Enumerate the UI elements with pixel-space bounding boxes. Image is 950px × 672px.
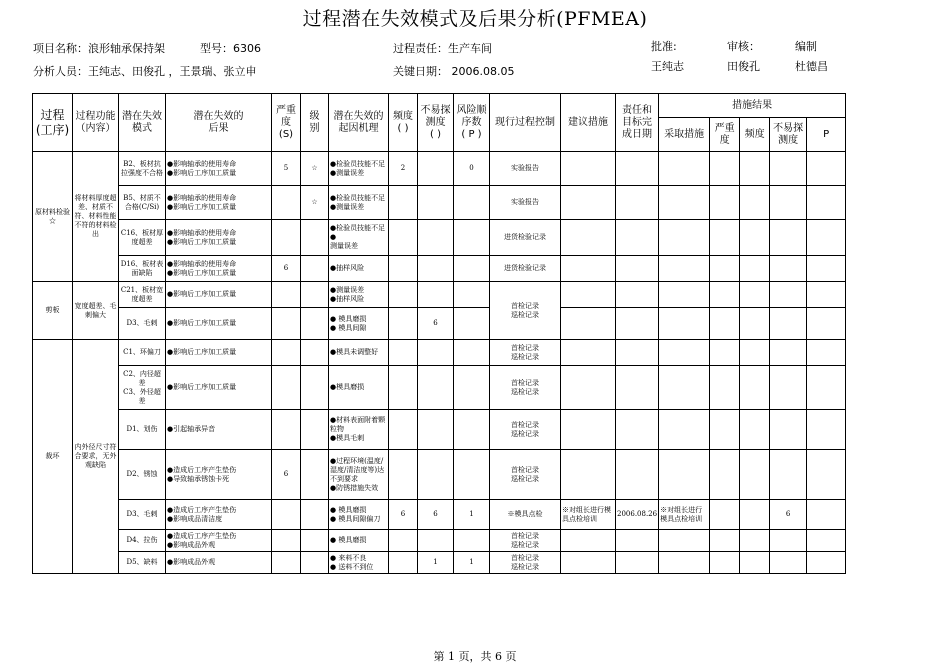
occurrence-cell (389, 340, 418, 366)
class-cell (301, 500, 329, 530)
effect-cell: ●引起轴承异音 (166, 410, 272, 450)
header-function: 过程功能 （内容） (73, 94, 119, 152)
severity-cell: 6 (272, 450, 301, 500)
responsibility-cell (616, 282, 659, 308)
action-taken-cell (659, 282, 710, 308)
occurrence-cell (389, 186, 418, 220)
result-rpn-cell (807, 410, 846, 450)
effect-cell: ●造成后工序产生垫伤 ●导致轴承锈蚀卡死 (166, 450, 272, 500)
result-rpn-cell (807, 220, 846, 256)
severity-cell: 5 (272, 152, 301, 186)
result-occurrence-cell (740, 340, 770, 366)
effect-cell: ●影响轴承的使用寿命 ●影响后工序加工质量 (166, 152, 272, 186)
effect-cell: ●影响后工序加工质量 (166, 308, 272, 340)
result-severity-cell (710, 308, 740, 340)
responsibility-cell (616, 220, 659, 256)
compile-label: 编制 (795, 40, 817, 53)
result-occurrence-cell (740, 152, 770, 186)
cause-cell: ●抽样风险 (329, 256, 389, 282)
recommended-cell (561, 410, 616, 450)
action-taken-cell (659, 410, 710, 450)
cause-cell: ●检验员技能不足 ●测量误差 (329, 152, 389, 186)
occurrence-cell: 2 (389, 152, 418, 186)
recommended-cell (561, 186, 616, 220)
effect-cell: ●影响后工序加工质量 (166, 340, 272, 366)
result-occurrence-cell (740, 366, 770, 410)
cause-cell: ●模具磨损 (329, 366, 389, 410)
table-row (33, 256, 846, 282)
cause-cell: ● 模具磨损 ● 模具间隙 (329, 308, 389, 340)
action-taken-cell (659, 308, 710, 340)
responsibility-cell (616, 366, 659, 410)
severity-cell (272, 366, 301, 410)
header-detection: 不易探 测度 ( ) (418, 94, 454, 152)
result-rpn-cell (807, 256, 846, 282)
cause-cell: ●过程环境(温度/湿度/清洁度等)达不到要求 ●防锈措施失效 (329, 450, 389, 500)
class-cell (301, 366, 329, 410)
failure-mode-cell: C21、板材宽度超差 (119, 282, 166, 308)
result-severity-cell (710, 500, 740, 530)
recommended-cell (561, 552, 616, 574)
cause-cell: ●测量误差 ●抽样风险 (329, 282, 389, 308)
effect-cell: ●影响轴承的使用寿命 ●影响后工序加工质量 (166, 256, 272, 282)
table-row (33, 282, 846, 308)
control-cell: 首检记录 巡检记录 (490, 340, 561, 366)
control-cell: 首检记录 巡检记录 (490, 530, 561, 552)
result-detection-cell (770, 450, 807, 500)
class-cell (301, 220, 329, 256)
class-cell (301, 256, 329, 282)
result-occurrence-cell (740, 186, 770, 220)
recommended-cell (561, 152, 616, 186)
failure-mode-cell: C1、环偏刀 (119, 340, 166, 366)
function-cell: 宽度超差、毛刺偏大 (73, 282, 119, 340)
action-taken-cell (659, 552, 710, 574)
cause-cell: ●检验员技能不足 ●测量误差 (329, 186, 389, 220)
effect-cell: ●影响后工序加工质量 (166, 282, 272, 308)
result-occurrence-cell (740, 308, 770, 340)
header-process: 过程 (工序) (33, 94, 73, 152)
header-effect: 潜在失效的 后果 (166, 94, 272, 152)
severity-cell (272, 282, 301, 308)
class-cell (301, 450, 329, 500)
severity-cell (272, 340, 301, 366)
severity-cell (272, 500, 301, 530)
result-rpn-cell (807, 450, 846, 500)
detection-cell (418, 340, 454, 366)
rpn-cell (454, 340, 490, 366)
header-action-taken: 采取措施 (659, 118, 710, 152)
severity-cell (272, 530, 301, 552)
result-rpn-cell (807, 186, 846, 220)
header-severity: 严重 度 (S) (272, 94, 301, 152)
control-cell: 首检记录 巡检记录 (490, 366, 561, 410)
responsibility-cell (616, 340, 659, 366)
control-cell: 实验报告 (490, 186, 561, 220)
detection-cell: 6 (418, 500, 454, 530)
occurrence-cell (389, 552, 418, 574)
result-detection-cell (770, 552, 807, 574)
control-cell: 首检记录 巡检记录 (490, 410, 561, 450)
failure-mode-cell: C2、内径超差 C3、外径超差 (119, 366, 166, 410)
approve-label: 批准: (651, 40, 677, 53)
header-class: 级 别 (301, 94, 329, 152)
result-detection-cell (770, 366, 807, 410)
severity-cell (272, 308, 301, 340)
occurrence-cell (389, 450, 418, 500)
control-cell: 进货检验记录 (490, 220, 561, 256)
action-taken-cell (659, 340, 710, 366)
failure-mode-cell: C16、板材厚度超差 (119, 220, 166, 256)
function-cell: 内外径尺寸符合要求，无外观缺陷 (73, 340, 119, 574)
detection-cell: 6 (418, 308, 454, 340)
class-cell (301, 282, 329, 308)
failure-mode-cell: D3、毛刺 (119, 500, 166, 530)
approve-name: 王纯志 (651, 60, 684, 73)
cause-cell: ● 模具磨损 ● 模具间隙偏刀 (329, 500, 389, 530)
result-rpn-cell (807, 340, 846, 366)
header-results: 措施结果 (659, 94, 846, 118)
responsibility-cell (616, 450, 659, 500)
result-severity-cell (710, 282, 740, 308)
table-row (33, 410, 846, 450)
cause-cell: ● 来料不良 ● 送料不到位 (329, 552, 389, 574)
detection-cell: 1 (418, 552, 454, 574)
result-severity-cell (710, 530, 740, 552)
responsibility-cell (616, 530, 659, 552)
responsibility-cell (616, 152, 659, 186)
action-taken-cell (659, 256, 710, 282)
action-taken-cell: ※对组长进行模具点检培训 (659, 500, 710, 530)
cause-cell: ●检验员技能不足 ● 测量误差 (329, 220, 389, 256)
responsibility-cell (616, 552, 659, 574)
result-rpn-cell (807, 500, 846, 530)
process-cell: 原材料检验☆ (33, 152, 73, 282)
recommended-cell (561, 308, 616, 340)
detection-cell (418, 450, 454, 500)
effect-cell: ●造成后工序产生垫伤 ●影响成品外观 (166, 530, 272, 552)
result-severity-cell (710, 340, 740, 366)
severity-cell (272, 410, 301, 450)
table-row (33, 530, 846, 552)
process-cell: 裁坏 (33, 340, 73, 574)
effect-cell: ●影响轴承的使用寿命 ●影响后工序加工质量 (166, 186, 272, 220)
result-severity-cell (710, 186, 740, 220)
occurrence-cell (389, 410, 418, 450)
table-row (33, 552, 846, 574)
table-row (33, 366, 846, 410)
result-severity-cell (710, 552, 740, 574)
project-name: 项目名称：浪形轴承保持架 (33, 42, 165, 55)
result-occurrence-cell (740, 530, 770, 552)
cause-cell: ● 模具磨损 (329, 530, 389, 552)
recommended-cell (561, 450, 616, 500)
severity-cell (272, 552, 301, 574)
result-severity-cell (710, 152, 740, 186)
occurrence-cell (389, 308, 418, 340)
result-rpn-cell (807, 552, 846, 574)
result-occurrence-cell (740, 282, 770, 308)
table-row (33, 450, 846, 500)
cause-cell: ●模具未调整好 (329, 340, 389, 366)
control-cell: 首检记录 巡检记录 (490, 282, 561, 340)
page-footer: 第 1 页，共 6 页 (433, 650, 517, 663)
detection-cell (418, 186, 454, 220)
failure-mode-cell: B2、板材抗拉强度不合格 (119, 152, 166, 186)
result-rpn-cell (807, 308, 846, 340)
result-detection-cell (770, 152, 807, 186)
detection-cell (418, 530, 454, 552)
detection-cell (418, 410, 454, 450)
failure-mode-cell: B5、材质不合格(C/Si) (119, 186, 166, 220)
table-row (33, 152, 846, 186)
control-cell: 首检记录 巡检记录 (490, 450, 561, 500)
rpn-cell (454, 282, 490, 308)
table-row (33, 186, 846, 220)
action-taken-cell (659, 450, 710, 500)
result-rpn-cell (807, 282, 846, 308)
failure-mode-cell: D5、缺料 (119, 552, 166, 574)
result-detection-cell (770, 340, 807, 366)
analysts: 分析人员：王纯志、田俊孔 ，王景瑞、张立申 (33, 65, 257, 78)
result-detection-cell (770, 530, 807, 552)
detection-cell (418, 366, 454, 410)
review-label: 审核： (727, 40, 760, 53)
control-cell: 进货检验记录 (490, 256, 561, 282)
recommended-cell (561, 340, 616, 366)
rpn-cell: 0 (454, 152, 490, 186)
pfmea-table (32, 93, 846, 574)
class-cell (301, 308, 329, 340)
action-taken-cell (659, 530, 710, 552)
responsibility-cell (616, 308, 659, 340)
header-failure-mode: 潜在失效 模式 (119, 94, 166, 152)
header-cause: 潜在失效的 起因机理 (329, 94, 389, 152)
header-recommended: 建议措施 (561, 94, 616, 152)
header-control: 现行过程控制 (490, 94, 561, 152)
responsibility-cell: 2006.08.26 (616, 500, 659, 530)
result-occurrence-cell (740, 450, 770, 500)
severity-cell (272, 186, 301, 220)
result-severity-cell (710, 256, 740, 282)
table-row (33, 340, 846, 366)
table-row (33, 308, 846, 340)
class-cell: ☆ (301, 152, 329, 186)
occurrence-cell: 6 (389, 500, 418, 530)
result-rpn-cell (807, 366, 846, 410)
function-cell: 将材料厚度超差、材质不符、材料性能不符的材料检出 (73, 152, 119, 282)
header-rpn: 风险顺 序数 ( P ) (454, 94, 490, 152)
detection-cell (418, 282, 454, 308)
recommended-cell (561, 366, 616, 410)
rpn-cell (454, 256, 490, 282)
page-title: 过程潜在失效模式及后果分析(PFMEA) (302, 8, 648, 30)
action-taken-cell (659, 220, 710, 256)
detection-cell (418, 152, 454, 186)
rpn-cell (454, 450, 490, 500)
failure-mode-cell: D1、划伤 (119, 410, 166, 450)
class-cell (301, 552, 329, 574)
rpn-cell (454, 410, 490, 450)
responsibility-cell (616, 186, 659, 220)
header-result-occurrence: 频度 (740, 118, 770, 152)
review-name: 田俊孔 (727, 60, 760, 73)
result-occurrence-cell (740, 220, 770, 256)
recommended-cell: ※对组长进行模具点检培训 (561, 500, 616, 530)
result-detection-cell (770, 410, 807, 450)
result-detection-cell (770, 220, 807, 256)
result-severity-cell (710, 410, 740, 450)
key-date: 关键日期： 2006.08.05 (393, 65, 515, 78)
occurrence-cell (389, 530, 418, 552)
result-detection-cell (770, 308, 807, 340)
result-detection-cell (770, 186, 807, 220)
failure-mode-cell: D16、板材表面缺陷 (119, 256, 166, 282)
cause-cell: ●材料表面附着颗粒物 ●模具毛刺 (329, 410, 389, 450)
process-cell: 剪板 (33, 282, 73, 340)
table-row (33, 500, 846, 530)
result-occurrence-cell (740, 256, 770, 282)
failure-mode-cell: D4、拉伤 (119, 530, 166, 552)
result-severity-cell (710, 366, 740, 410)
recommended-cell (561, 530, 616, 552)
result-rpn-cell (807, 530, 846, 552)
rpn-cell (454, 186, 490, 220)
rpn-cell (454, 220, 490, 256)
recommended-cell (561, 282, 616, 308)
detection-cell (418, 220, 454, 256)
control-cell: ※模具点检 (490, 500, 561, 530)
result-detection-cell: 6 (770, 500, 807, 530)
result-severity-cell (710, 220, 740, 256)
recommended-cell (561, 220, 616, 256)
class-cell (301, 410, 329, 450)
recommended-cell (561, 256, 616, 282)
rpn-cell (454, 308, 490, 340)
responsibility-cell (616, 410, 659, 450)
header-occurrence: 频度 ( ) (389, 94, 418, 152)
table-row (33, 220, 846, 256)
action-taken-cell (659, 366, 710, 410)
failure-mode-cell: D3、毛刺 (119, 308, 166, 340)
responsibility-cell (616, 256, 659, 282)
effect-cell: ●造成后工序产生垫伤 ●影响成品清洁度 (166, 500, 272, 530)
rpn-cell: 1 (454, 552, 490, 574)
header-responsibility: 责任和 目标完 成日期 (616, 94, 659, 152)
occurrence-cell (389, 366, 418, 410)
class-cell (301, 340, 329, 366)
rpn-cell (454, 530, 490, 552)
result-occurrence-cell (740, 552, 770, 574)
control-cell: 实验报告 (490, 152, 561, 186)
detection-cell (418, 256, 454, 282)
compile-name: 杜德昌 (795, 60, 828, 73)
failure-mode-cell: D2、锈蚀 (119, 450, 166, 500)
result-detection-cell (770, 256, 807, 282)
action-taken-cell (659, 152, 710, 186)
effect-cell: ●影响后工序加工质量 (166, 366, 272, 410)
class-cell (301, 530, 329, 552)
rpn-cell (454, 366, 490, 410)
severity-cell: 6 (272, 256, 301, 282)
process-owner: 过程责任：生产车间 (393, 42, 492, 55)
occurrence-cell (389, 256, 418, 282)
effect-cell: ●影响成品外观 (166, 552, 272, 574)
result-occurrence-cell (740, 410, 770, 450)
severity-cell (272, 220, 301, 256)
result-occurrence-cell (740, 500, 770, 530)
model-number: 型号：6306 (200, 42, 261, 55)
rpn-cell: 1 (454, 500, 490, 530)
header-result-detection: 不易探 测度 (770, 118, 807, 152)
header-result-rpn: P (807, 118, 846, 152)
occurrence-cell (389, 220, 418, 256)
result-rpn-cell (807, 152, 846, 186)
control-cell: 首检记录 巡检记录 (490, 552, 561, 574)
class-cell: ☆ (301, 186, 329, 220)
action-taken-cell (659, 186, 710, 220)
header-result-severity: 严重度 (710, 118, 740, 152)
occurrence-cell (389, 282, 418, 308)
result-detection-cell (770, 282, 807, 308)
result-severity-cell (710, 450, 740, 500)
effect-cell: ●影响轴承的使用寿命 ●影响后工序加工质量 (166, 220, 272, 256)
